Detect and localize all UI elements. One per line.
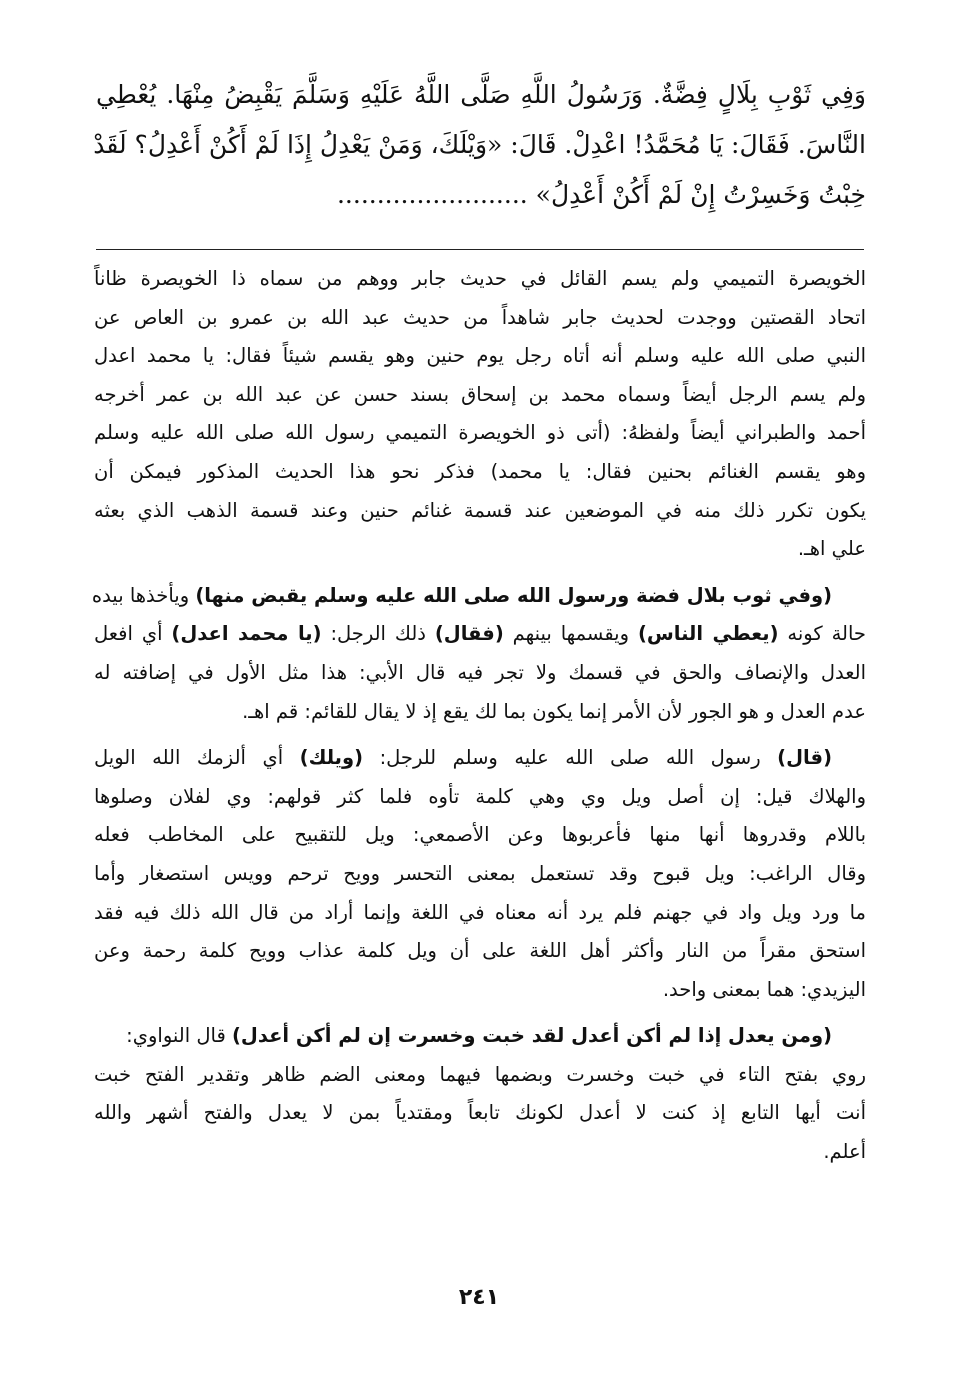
commentary-paragraph-2 — [91, 577, 866, 731]
quoted-matn: (يعطي الناس) — [637, 622, 779, 646]
quoted-matn: (ومن يعدل إذا لم أكن أعدل لقد خبت وخسرت إن لم أكن أعدل) — [231, 1024, 832, 1048]
text-run: ذلك الرجل: — [321, 622, 435, 646]
text-line — [94, 615, 866, 654]
text-line: أحمد والطبراني أيضاً ولفظهُ: (أتى ذو الخويصرة التميمي رسول الله صلى الله عليه وسلم — [94, 421, 866, 445]
text-run: ويأخذها بيده — [91, 583, 196, 607]
text-line — [94, 1017, 866, 1056]
text-line: أعلم. — [823, 1140, 866, 1164]
text-line: النبي صلى الله عليه وسلم أنه أتاه رجل يوم حنين وهو يقسم شيئاً فقال: يا محمد اعدل — [94, 344, 866, 368]
hadith-line-3-text: خِبْتُ وَخَسِرْتُ إِنْ لَمْ أَكُنْ أَعْدِلُ» — [535, 180, 866, 209]
commentary — [91, 260, 866, 1180]
text-line: يكون تكرر ذلك منه في الموضعين عند قسمة غنائم حنين وعند قسمة الذهب الذي بعثه — [94, 498, 866, 522]
text-line: والهلاك قيل: إن أصل ويل وي وهي كلمة تأوه فلما كثر قولهم: وي لفلان وصلوها — [94, 784, 866, 808]
page-number: ٢٤١ — [458, 1285, 500, 1310]
quoted-matn: (فقال) — [434, 622, 504, 646]
text-line: ما ورد ويل واد في جهنم فلم يرد أنه معناه في اللغة وإنما أراد من قال الله ذلك فيه فقد — [94, 900, 866, 924]
commentary-paragraph-1 — [94, 260, 866, 569]
text-run: رسول الله صلى الله عليه وسلم للرجل: — [363, 746, 778, 770]
ellipsis-dots: ........................ — [336, 180, 528, 209]
text-run: أي ألزمك الله الويل — [94, 746, 300, 770]
text-run: أي افعل — [94, 622, 172, 646]
text-run: حالة كونه — [778, 622, 866, 646]
commentary-paragraph-4 — [94, 1017, 866, 1171]
text-line: العدل والإنصاف والحق في قسمك ولا تجر فيه قال الأبي: هذا مثل الأول في إضافته له — [94, 660, 866, 684]
hadith-line-3 — [96, 170, 866, 220]
hadith-text — [93, 70, 866, 220]
hadith-line-2: النَّاسَ. فَقَالَ: يَا مُحَمَّدُ! اعْدِلْ. قَالَ: «وَيْلَكَ، وَمَنْ يَعْدِلُ إِذَا لَمْ أَكُنْ أَعْدِلُ؟ لَقَدْ — [93, 130, 866, 159]
quoted-matn: (قال) — [777, 746, 832, 770]
text-line: وقال الراغب: ويل قبوح وقد تستعمل بمعنى التحسر وويح ترحم وويس استصغار وأما — [94, 861, 866, 885]
text-line — [91, 577, 866, 616]
text-line — [94, 739, 866, 778]
text-line: وهو يقسم الغنائم بحنين فقال: يا محمد) فذكر نحو هذا الحديث المذكور فيمكن أن — [94, 459, 866, 483]
commentary-paragraph-3 — [94, 739, 866, 1009]
text-line: الخويصرة التميمي ولم يسم القائل في حديث جابر ووهم من سماه ذا الخويصرة ظاناً — [94, 267, 866, 290]
hadith-line-1: وَفِي ثَوْبِ بِلَالٍ فِضَّةٌ. وَرَسُولُ اللَّهِ صَلَّى اللَّهُ عَلَيْهِ وَسَلَّمَ يَقْبِضُ مِنْهَا. يُعْطِي — [96, 80, 866, 109]
text-line: روي بفتح التاء في خبت وخسرت وبضمها فيهما ومعنى الضم ظاهر وتقدير الفتح خبت — [94, 1062, 866, 1086]
quoted-matn: (ويلك) — [299, 746, 364, 770]
text-run: ويقسمها بينهم — [503, 622, 638, 646]
quoted-matn: (يا محمد اعدل) — [171, 622, 322, 646]
quoted-matn: (وفي ثوب بلال فضة ورسول الله صلى الله عليه وسلم يقبض منها) — [195, 583, 832, 607]
text-line: اتحاد القصتين ووجدت لحديث جابر شاهداً من حديث عبد الله بن عمرو بن العاص عن — [94, 305, 866, 329]
text-line: عدم العدل و هو الجور لأن الأمر إنما يكون بما لك يقع إذ لا يقال للقائم: قم اهـ. — [242, 699, 866, 723]
text-run: قال النواوي: — [126, 1024, 232, 1048]
text-line: أنت أيها التابع إذ كنت لا أعدل لكونك تابعاً ومقتدياً بمن لا يعدل والفتح أشهر والله — [94, 1101, 866, 1125]
text-line: استحق مقراً من النار وأكثر أهل اللغة على أن ويل كلمة عذاب وويح كلمة رحمة وعن — [94, 939, 866, 963]
text-line: علي اهـ. — [797, 537, 866, 561]
text-line: باللام وقدروها أنها منها فأعربوها وعن الأصمعي: ويل للتقبيح على المخاطب فعله — [94, 823, 866, 847]
text-line: اليزيدي: هما بمعنى واحد. — [662, 977, 866, 1001]
text-line: ولم يسم الرجل أيضاً وسماه محمد بن إسحاق بسند حسن عن عبد الله بن عمر أخرجه — [94, 382, 866, 406]
separator-rule — [96, 249, 864, 250]
